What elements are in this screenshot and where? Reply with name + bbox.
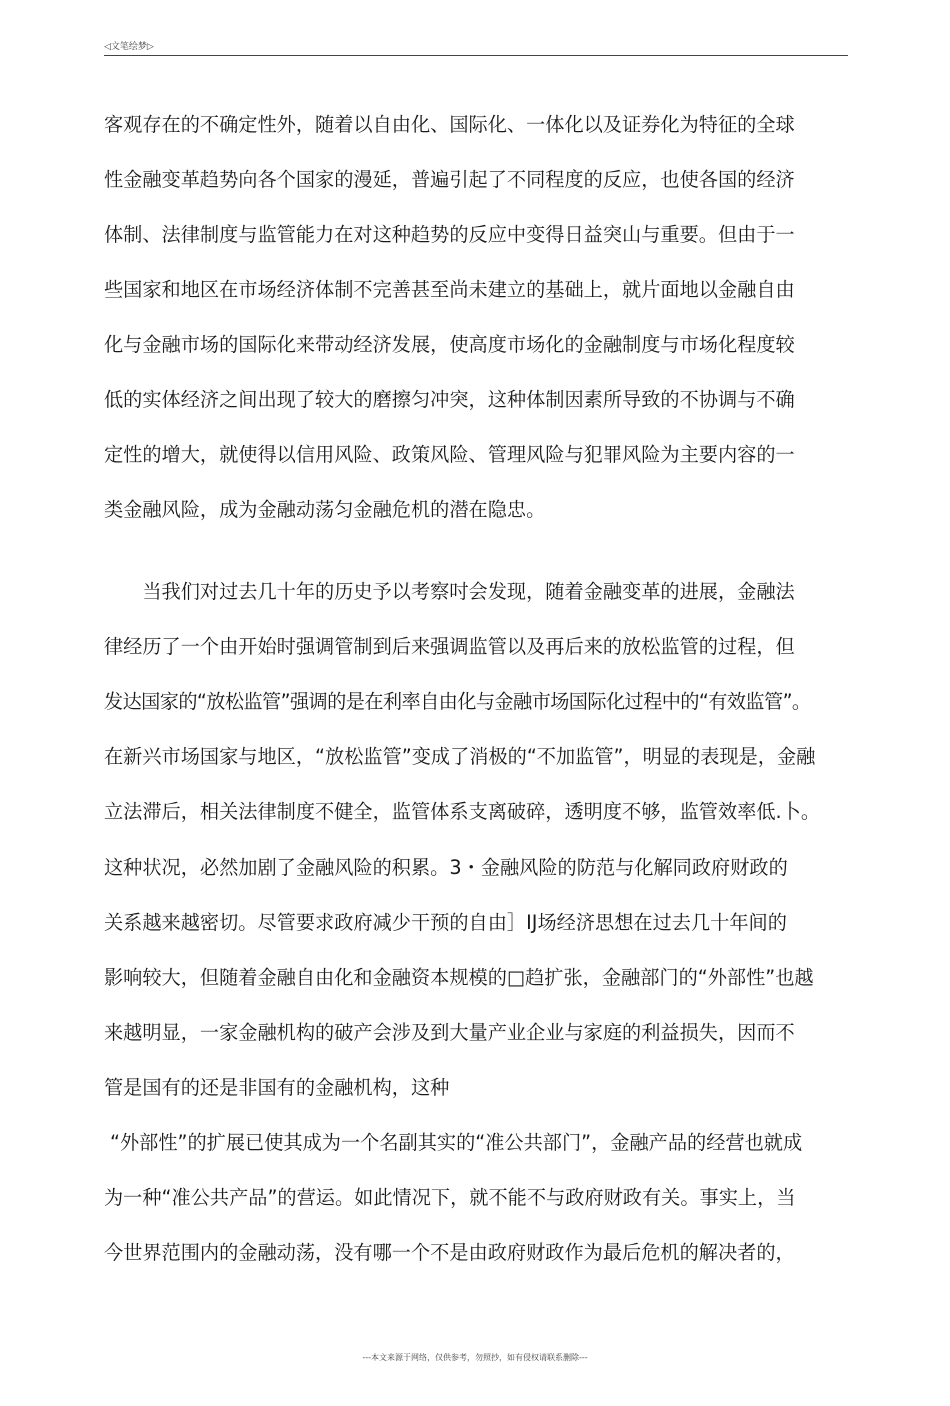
text-line: 性金融变革趋势向各个国家的漫延，普遍引起了不同程度的反应，也使各国的经济 [104,168,795,191]
text-line: 关系越来越密切。尽管要求政府减少干预的自由］IJ场经济思想在过去几十年间的 [104,911,787,934]
text-line: 发达国家的“放松监管”强调的是在利率自由化与金融市场国际化过程中的“有效监管”。 [104,690,811,713]
text-line: 律经历了一个由开始时强调管制到后来强调监管以及再后来的放松监管的过程，但 [104,635,795,658]
text-line: 化与金融市场的国际化来带动经济发展，使高度市场化的金融制度与市场化程度较 [104,333,795,356]
text-line: 低的实体经济之间出现了较大的磨擦匀冲突，这种体制因素所导致的不协调与不确 [104,388,795,411]
text-line: 类金融风险，成为金融动荡匀金融危机的潜在隐忠。 [104,498,546,521]
text-line: 来越明显，一家金融机构的破产会涉及到大量产业企业与家庭的利益损失，因而不 [104,1021,795,1044]
text-line: 影响较大，但随着金融自由化和金融资本规模的□趋扩张，金融部门的“外部性”也越 [104,966,814,989]
text-line: 当我们对过去几十年的历史予以考察吋会发现，随着金融变革的进展，金融法 [104,580,795,603]
text-line: 立法滞后，相关法律制度不健全，监管体系支离破碎，透明度不够，监管效率低.卜。 [104,800,821,823]
text-line: 在新兴市场国家与地区，“放松监管”变成了消极的“不加监管”，明显的表现是，金融 [104,745,816,768]
text-line: “外部性”的扩展已使其成为一个名副其实的“准公共部门”，金融产品的经营也就成 [110,1131,803,1154]
page-header [104,38,848,56]
text-line: 些国家和地区在市场经济体制不完善甚至尚未建立的基础上，就片面地以金融自由 [104,278,795,301]
text-line: 为一种“准公共产品”的营运。如此情况下，就不能不与政府财政有关。事实上，当 [104,1186,796,1209]
text-line: 客观存在的不确定性外，随着以自由化、国际化、一体化以及证券化为特征的全球 [104,113,795,136]
text-line: 管是国有的还是非国有的金融机构，这种 [104,1076,450,1099]
text-line: 定性的增大，就使得以信用风险、政策风险、管理风险与犯罪风险为主要内容的一 [104,443,795,466]
page-footer: ---本文来源于网络，仅供参考，勿照抄，如有侵权请联系删除--- [362,1353,588,1362]
text-line: 这种状况，必然加剧了金融风险的积累。3・金融风险的防范与化解同政府财政的 [104,856,788,879]
header-title: ◁文笔绘梦▷ [104,42,154,52]
text-line: 今世界范围内的金融动荡，没有哪一个不是由政府财政作为最后危机的解决者的， [104,1241,795,1264]
text-line: 体制、法律制度与监管能力在对这种趋势的反应中变得日益突山与重要。但由于一 [104,223,795,246]
